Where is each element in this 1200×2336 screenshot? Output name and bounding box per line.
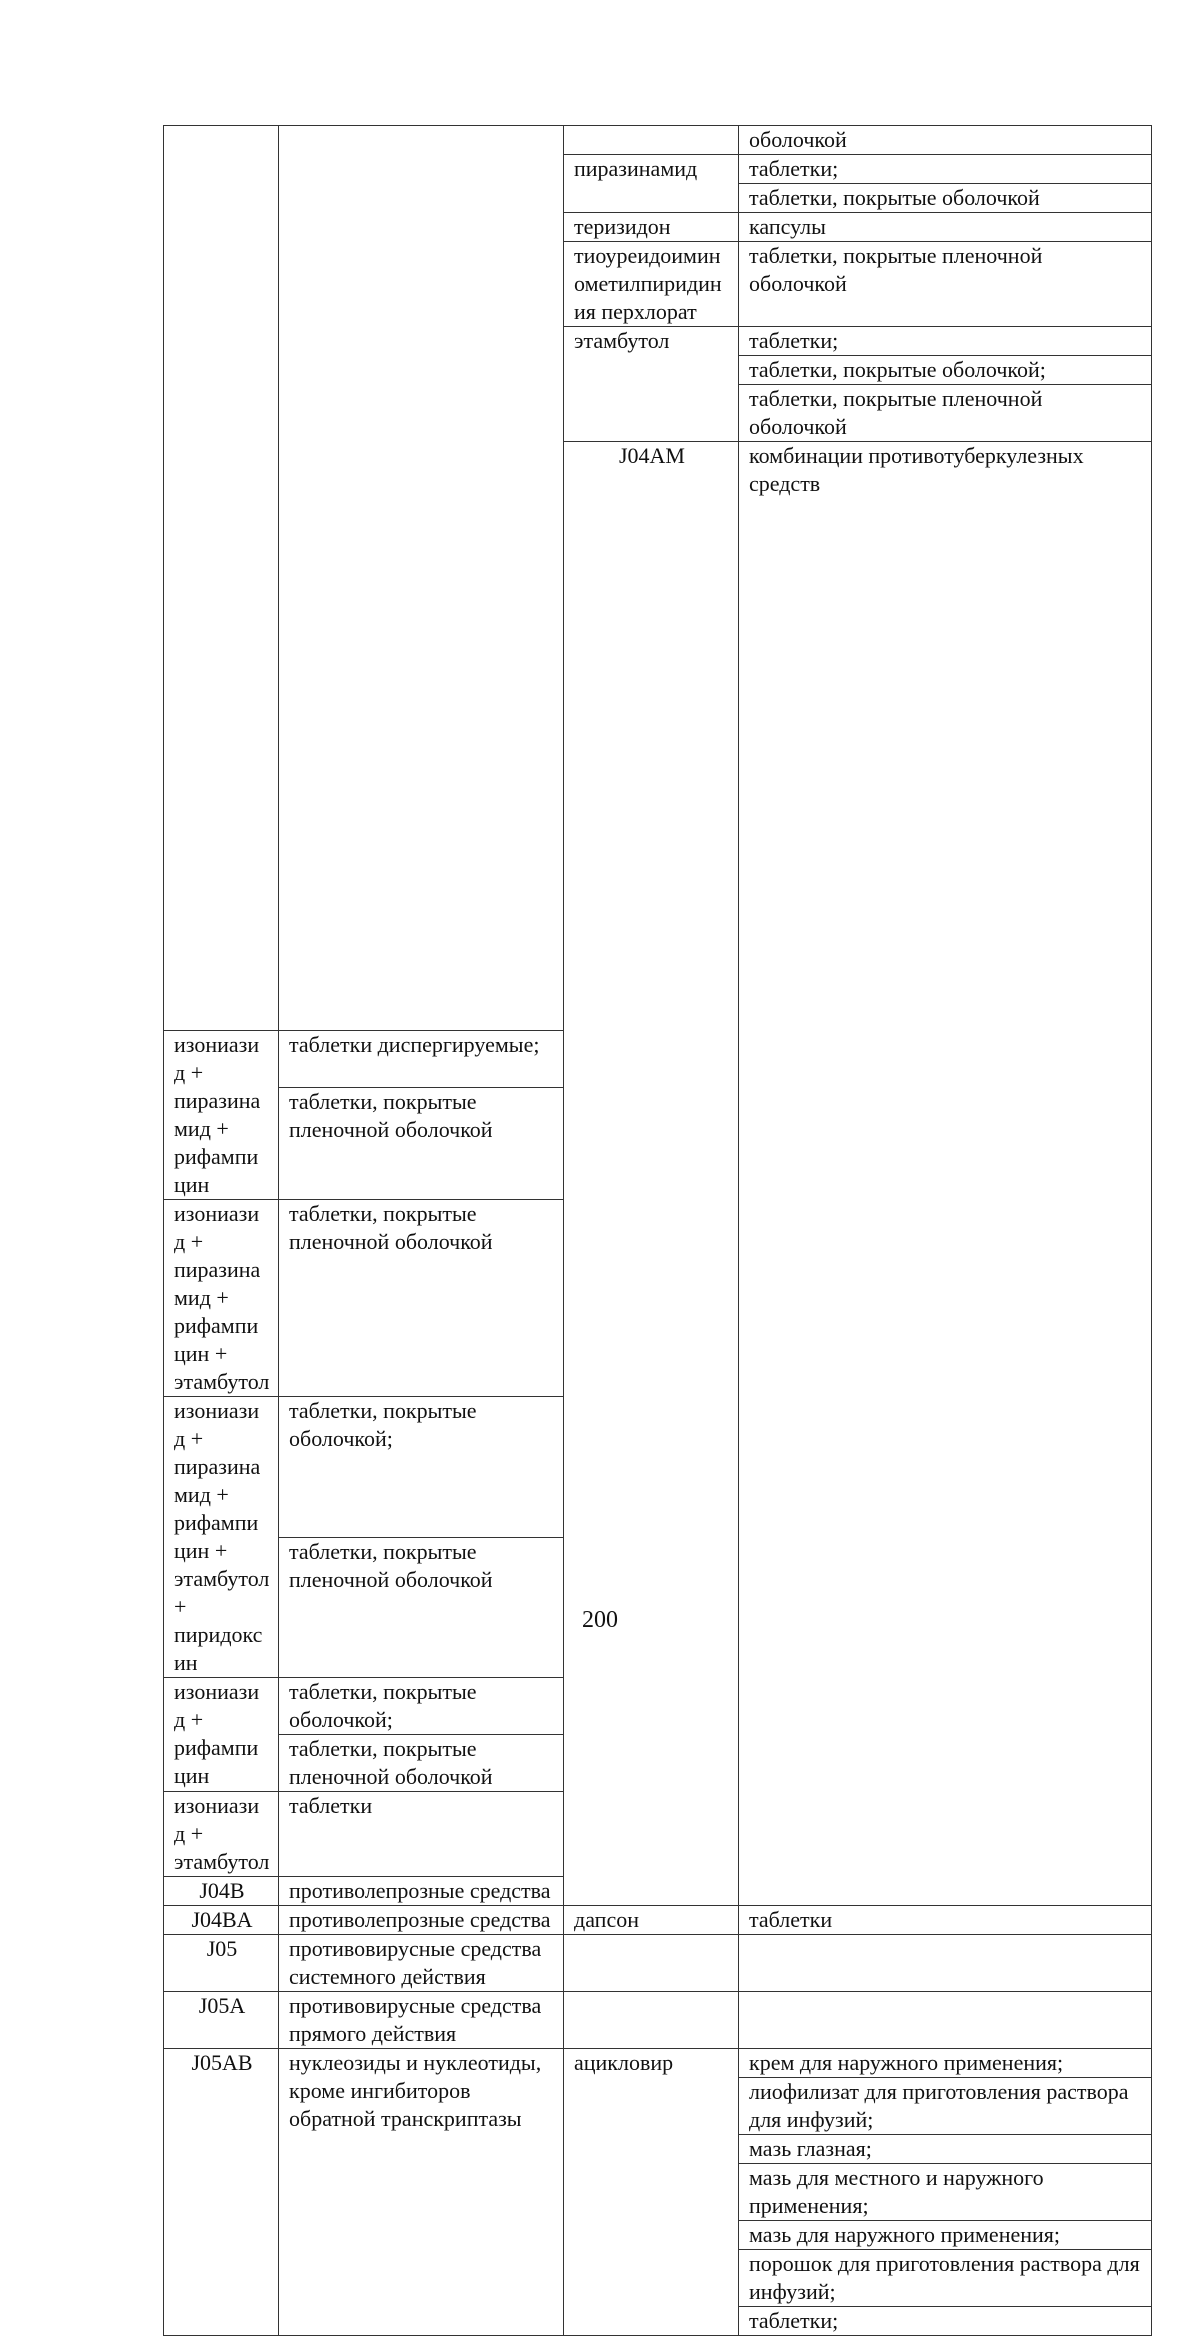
code-cell: [164, 126, 279, 1031]
dosage-form-cell: таблетки, покрытые пленочной оболочкой: [739, 242, 1152, 327]
drug-cell: ацикловир: [564, 2049, 739, 2336]
atc-code-cell: J04BA: [164, 1906, 279, 1935]
dosage-form-cell: таблетки;: [739, 2307, 1152, 2336]
dosage-form-cell: таблетки: [739, 1906, 1152, 1935]
dosage-form-cell: таблетки;: [739, 155, 1152, 184]
page-number: 200: [582, 1607, 618, 1633]
drug-cell: [564, 1935, 739, 1992]
dosage-form-cell: мазь для наружного применения;: [739, 2221, 1152, 2250]
dosage-form-cell: таблетки, покрытые пленочной оболочкой: [739, 385, 1152, 442]
drug-cell: [564, 126, 739, 155]
drug-cell: изониазид + рифампицин: [164, 1678, 279, 1792]
dosage-form-cell: [739, 1992, 1152, 2049]
dosage-form-cell: таблетки: [279, 1792, 564, 1877]
group-name-cell: противовирусные средства системного действия: [279, 1935, 564, 1992]
atc-code-cell: J05: [164, 1935, 279, 1992]
dosage-form-cell: таблетки, покрытые оболочкой;: [279, 1678, 564, 1735]
drug-cell: изониазид + пиразинамид + рифампицин + этамбутол: [164, 1200, 279, 1397]
drug-cell: пиразинамид: [564, 155, 739, 213]
atc-code-cell: J04B: [164, 1877, 279, 1906]
dosage-form-cell: таблетки, покрытые пленочной оболочкой: [279, 1735, 564, 1792]
dosage-form-cell: лиофилизат для приготовления раствора для инфузий;: [739, 2078, 1152, 2135]
dosage-form-cell: порошок для приготовления раствора для инфузий;: [739, 2250, 1152, 2307]
drug-cell: этамбутол: [564, 327, 739, 442]
group-name-cell: комбинации противотуберкулезных средств: [739, 442, 1152, 1906]
dosage-form-cell: таблетки, покрытые пленочной оболочкой: [279, 1087, 564, 1199]
drug-cell: тиоуреидоиминометилпиридиния перхлорат: [564, 242, 739, 327]
dosage-form-cell: капсулы: [739, 213, 1152, 242]
group-name-cell: нуклеозиды и нуклеотиды, кроме ингибиторов обратной транскриптазы: [279, 2049, 564, 2336]
dosage-form-cell: [739, 1935, 1152, 1992]
dosage-form-cell: таблетки, покрытые оболочкой;: [279, 1397, 564, 1538]
table-row: [164, 1935, 1152, 1992]
dosage-form-cell: таблетки, покрытые пленочной оболочкой: [279, 1200, 564, 1397]
table-row: [164, 1992, 1152, 2049]
dosage-form-cell: таблетки, покрытые оболочкой;: [739, 356, 1152, 385]
dosage-form-cell: таблетки, покрытые пленочной оболочкой: [279, 1537, 564, 1678]
drug-classification-table: [163, 125, 1152, 2336]
atc-code-cell: J04AM: [564, 442, 739, 1906]
table-row: [164, 2049, 1152, 2078]
table-row: [164, 1906, 1152, 1935]
drug-cell: изониазид + этамбутол: [164, 1792, 279, 1877]
group-name-cell: противовирусные средства прямого действия: [279, 1992, 564, 2049]
drug-cell: [564, 1992, 739, 2049]
dosage-form-cell: оболочкой: [739, 126, 1152, 155]
table-row: [164, 126, 1152, 155]
atc-code-cell: J05A: [164, 1992, 279, 2049]
atc-code-cell: J05AB: [164, 2049, 279, 2336]
drug-cell: изониазид + пиразинамид + рифампицин: [164, 1031, 279, 1200]
group-name-cell: [279, 126, 564, 1031]
group-name-cell: противолепрозные средства: [279, 1877, 564, 1906]
drug-cell: теризидон: [564, 213, 739, 242]
dosage-form-cell: мазь глазная;: [739, 2135, 1152, 2164]
dosage-form-cell: таблетки диспергируемые;: [279, 1031, 564, 1088]
dosage-form-cell: таблетки, покрытые оболочкой: [739, 184, 1152, 213]
dosage-form-cell: мазь для местного и наружного применения;: [739, 2164, 1152, 2221]
drug-cell: изониазид + пиразинамид + рифампицин + этамбутол + пиридоксин: [164, 1397, 279, 1678]
dosage-form-cell: таблетки;: [739, 327, 1152, 356]
drug-cell: дапсон: [564, 1906, 739, 1935]
group-name-cell: противолепрозные средства: [279, 1906, 564, 1935]
dosage-form-cell: крем для наружного применения;: [739, 2049, 1152, 2078]
